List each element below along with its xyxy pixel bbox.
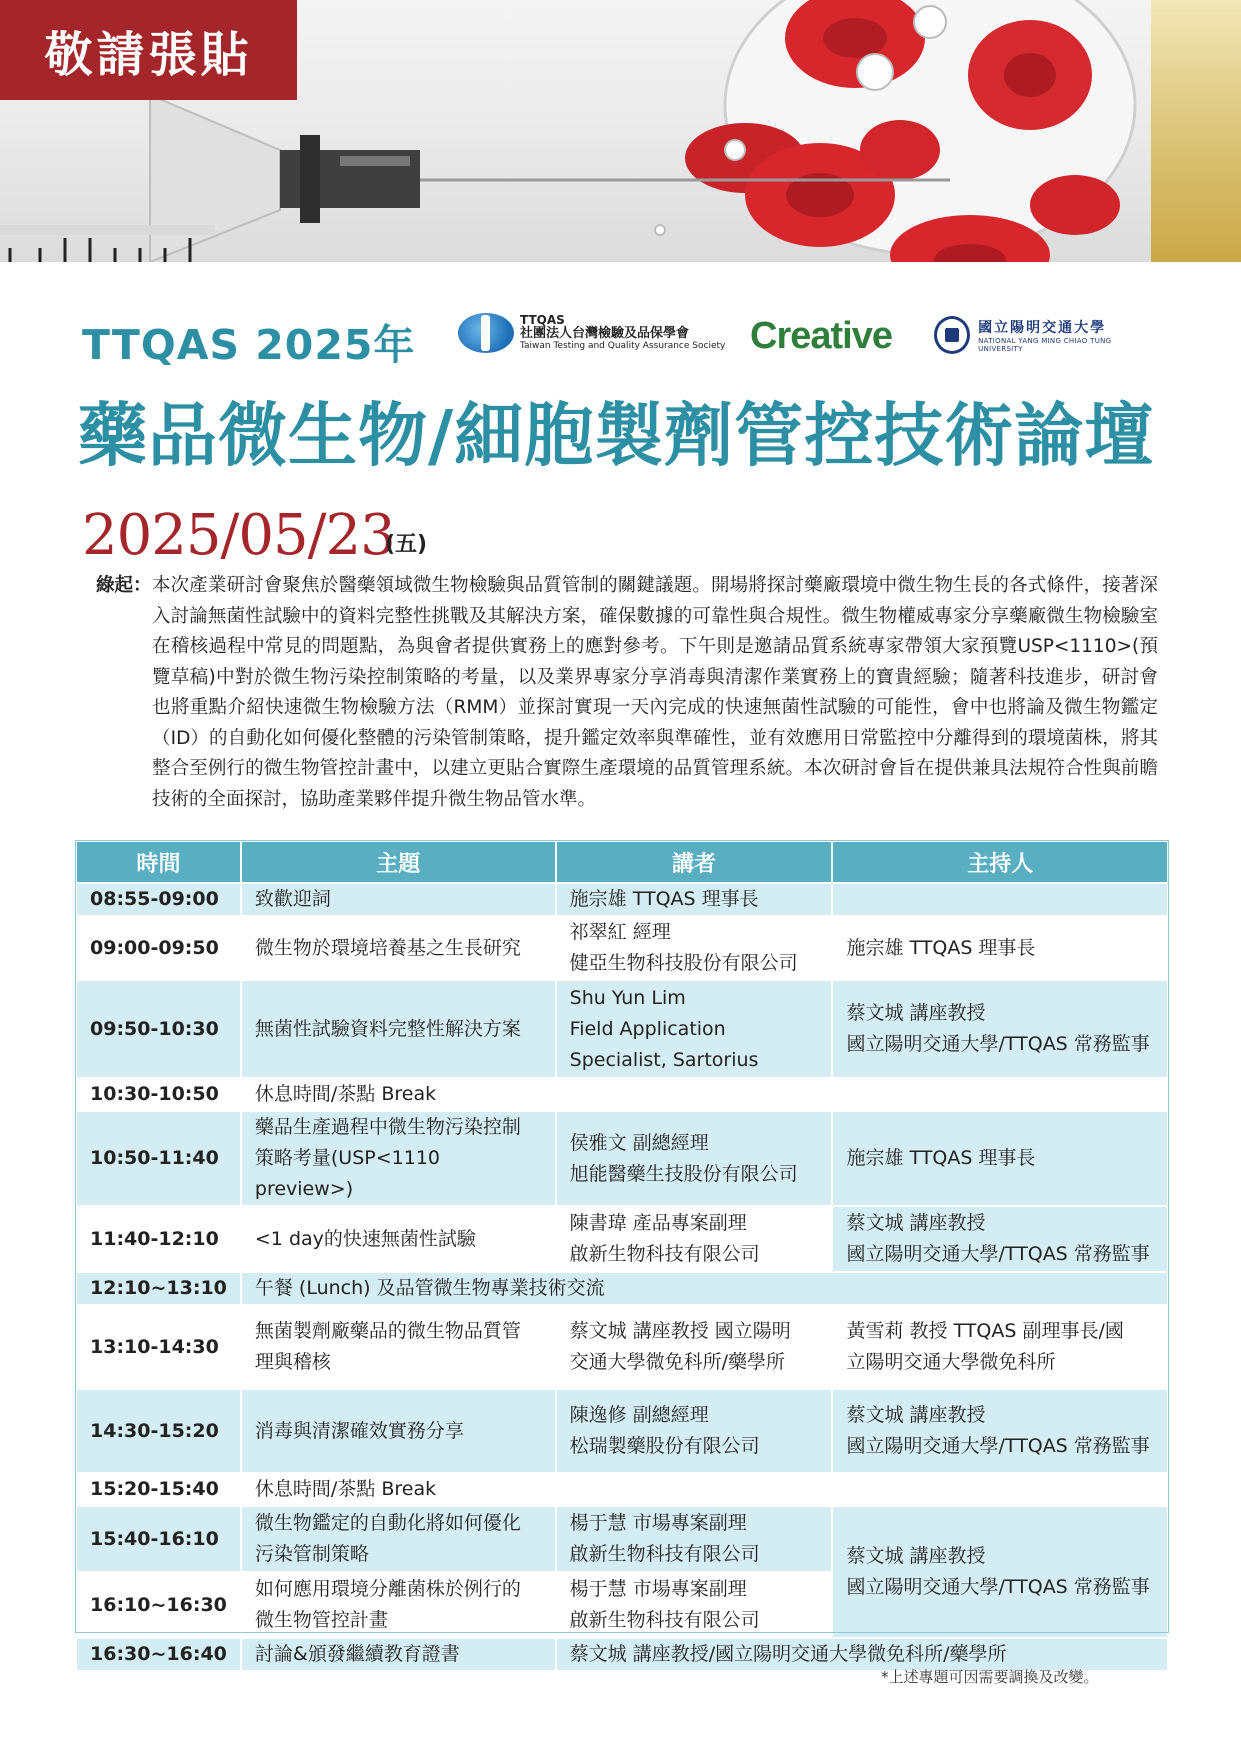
session-host: 施宗雄 TTQAS 理事長 xyxy=(832,1111,1168,1206)
session-topic xyxy=(241,1572,556,1638)
session-topic xyxy=(241,1111,556,1206)
host-line: 黃雪莉 教授 TTQAS 副理事長/國 xyxy=(846,1320,1124,1342)
session-speaker xyxy=(556,1506,833,1572)
topic-line: 微生物管控計畫 xyxy=(254,1609,388,1631)
speaker-line: 蔡文城 講座教授 國立陽明 xyxy=(569,1320,791,1342)
speaker-affiliation: 啟新生物科技有限公司 xyxy=(569,1543,760,1565)
col-header-topic: 主題 xyxy=(241,841,556,883)
speaker-name: 楊于慧 市場專案副理 xyxy=(569,1578,747,1600)
host-name: 蔡文城 講座教授 xyxy=(846,1404,986,1426)
speaker-affiliation: 旭能醫藥生技股份有限公司 xyxy=(569,1162,798,1185)
ttqas-mark-icon xyxy=(458,313,514,353)
ttqas-name-en: Taiwan Testing and Quality Assurance Society xyxy=(520,340,726,351)
session-topic: 討論&頒發繼續教育證書 xyxy=(241,1638,556,1671)
table-header-row xyxy=(76,841,1168,883)
session-host xyxy=(832,980,1168,1078)
host-line: 立陽明交通大學微免科所 xyxy=(846,1351,1056,1373)
host-affiliation: 國立陽明交通大學/TTQAS 常務監事 xyxy=(846,1033,1150,1055)
table-row xyxy=(76,1305,1168,1389)
session-time: 09:00-09:50 xyxy=(76,916,241,980)
table-row xyxy=(76,1506,1168,1572)
speaker-affiliation: 松瑞製藥股份有限公司 xyxy=(569,1435,760,1457)
session-topic xyxy=(241,1506,556,1572)
session-time: 16:10~16:30 xyxy=(76,1572,241,1638)
topic-line: 理與稽核 xyxy=(254,1351,331,1373)
creative-logo: Creative xyxy=(750,315,892,357)
table-row xyxy=(76,1206,1168,1272)
session-topic: 微生物於環境培養基之生長研究 xyxy=(241,916,556,980)
session-topic: 無菌性試驗資料完整性解決方案 xyxy=(241,980,556,1078)
speaker-name: 楊于慧 市場專案副理 xyxy=(569,1512,747,1534)
session-time: 15:20-15:40 xyxy=(76,1473,241,1506)
session-host xyxy=(832,1305,1168,1389)
session-host xyxy=(832,1506,1168,1638)
topic-line: 無菌製劑廠藥品的微生物品質管 xyxy=(254,1320,521,1342)
speaker-name: 陳逸修 副總經理 xyxy=(569,1404,709,1426)
summary-text: 本次產業研討會聚焦於醫藥領域微生物檢驗與品質管制的關鍵議題。開場將探討藥廠環境中微生物生長的各式條件，接著深入討論無菌性試驗中的資料完整性挑戰及其解決方案，確保數據的可靠性與合規性。微生物權威專家分享藥廠微生物檢驗室在稽核過程中常見的問題點，為與會者提供實務上的應對參考。下午則是邀請品質系統專家帶領大家預覽USP<1110>(預覽草稿)中對於微生物污染控制策略的考量，以及業界專家分享消毒與清潔作業實務上的寶貴經驗；隨著科技進步，研討會也將重點介紹快速微生物檢驗方法（RMM）並探討實現一天內完成的快速無菌性試驗的可能性，會中也將論及微生物鑑定（ID）的自動化如何優化整體的污染管制策略，提升鑑定效率與準確性，並有效應用日常監控中分離得到的環境菌株，將其整合至例行的微生物管控計畫中，以建立更貼合實際生產環境的品質管理系統。本次研討會旨在提供兼具法規符合性與前瞻技術的全面探討，協助產業夥伴提升微生物品管水準。 xyxy=(152,575,1158,810)
speaker-affiliation: 啟新生物科技有限公司 xyxy=(569,1609,760,1631)
post-notice-tag: 敬請張貼 xyxy=(0,0,297,100)
session-topic: <1 day的快速無菌性試驗 xyxy=(241,1206,556,1272)
host-affiliation: 國立陽明交通大學/TTQAS 常務監事 xyxy=(846,1435,1150,1457)
session-time: 12:10~13:10 xyxy=(76,1272,241,1305)
session-speaker xyxy=(556,916,833,980)
table-row xyxy=(76,1111,1168,1206)
session-time: 11:40-12:10 xyxy=(76,1206,241,1272)
speaker-name: 祁翠紅 經理 xyxy=(569,921,671,943)
table-row xyxy=(76,1272,1168,1305)
session-speaker xyxy=(556,1206,833,1272)
topic-line: 策略考量(USP<1110 preview>) xyxy=(254,1147,441,1200)
session-speaker: 施宗雄 TTQAS 理事長 xyxy=(556,883,833,916)
topic-line: 藥品生產過程中微生物污染控制 xyxy=(254,1116,521,1138)
session-time: 16:30~16:40 xyxy=(76,1638,241,1671)
session-topic: 致歡迎詞 xyxy=(241,883,556,916)
session-speaker xyxy=(556,1389,833,1473)
speaker-affiliation: Specialist, Sartorius xyxy=(569,1048,759,1071)
header-banner xyxy=(0,0,1241,262)
session-speaker xyxy=(556,980,833,1078)
host-name: 蔡文城 講座教授 xyxy=(846,1545,986,1567)
speaker-title: Field Application xyxy=(569,1017,726,1040)
event-date: 2025/05/23 xyxy=(82,503,395,568)
session-topic: 午餐 (Lunch) 及品管微生物專業技術交流 xyxy=(241,1272,1168,1305)
speaker-name: 侯雅文 副總經理 xyxy=(569,1131,709,1154)
table-row xyxy=(76,1078,1168,1111)
event-subheading: TTQAS 2025年 xyxy=(82,321,416,369)
table-row xyxy=(76,883,1168,916)
nycu-logo xyxy=(934,316,1148,354)
nycu-seal-icon xyxy=(934,316,970,354)
col-header-time: 時間 xyxy=(76,841,241,883)
session-topic: 休息時間/茶點 Break xyxy=(241,1473,1168,1506)
syringe xyxy=(0,95,420,262)
session-time: 10:30-10:50 xyxy=(76,1078,241,1111)
session-host: 施宗雄 TTQAS 理事長 xyxy=(832,916,1168,980)
col-header-speaker: 講者 xyxy=(556,841,833,883)
session-time: 09:50-10:30 xyxy=(76,980,241,1078)
topic-line: 如何應用環境分離菌株於例行的 xyxy=(254,1578,521,1600)
table-row xyxy=(76,1473,1168,1506)
event-title: 藥品微生物/細胞製劑管控技術論壇 xyxy=(78,396,1155,476)
speaker-affiliation: 健亞生物科技股份有限公司 xyxy=(569,952,798,974)
col-header-host: 主持人 xyxy=(832,841,1168,883)
session-time: 14:30-15:20 xyxy=(76,1389,241,1473)
speaker-affiliation: 啟新生物科技有限公司 xyxy=(569,1243,760,1265)
session-time: 10:50-11:40 xyxy=(76,1111,241,1206)
session-time: 13:10-14:30 xyxy=(76,1305,241,1389)
topic-line: 污染管制策略 xyxy=(254,1543,369,1565)
session-time: 15:40-16:10 xyxy=(76,1506,241,1572)
schedule-table xyxy=(75,840,1169,1672)
organizer-logos xyxy=(458,313,1148,361)
session-topic: 消毒與清潔確效實務分享 xyxy=(241,1389,556,1473)
host-affiliation: 國立陽明交通大學/TTQAS 常務監事 xyxy=(846,1243,1150,1265)
speaker-name: Shu Yun Lim xyxy=(569,986,686,1009)
session-speaker xyxy=(556,1572,833,1638)
nycu-name-en: NATIONAL YANG MING CHIAO TUNG UNIVERSITY xyxy=(978,337,1112,353)
table-row xyxy=(76,1389,1168,1473)
host-name: 蔡文城 講座教授 xyxy=(846,1212,986,1234)
table-row xyxy=(76,980,1168,1078)
summary-label: 綠起： xyxy=(96,575,152,596)
session-host xyxy=(832,1206,1168,1272)
speaker-name: 陳書瑋 產品專案副理 xyxy=(569,1212,747,1234)
ttqas-name-zh: 社團法人台灣檢驗及品保學會 xyxy=(520,325,690,341)
nycu-name-zh: 國立陽明交通大學 xyxy=(978,320,1107,336)
summary-section xyxy=(96,571,1158,815)
table-row xyxy=(76,916,1168,980)
session-host xyxy=(832,883,1168,916)
ttqas-abbr: TTQAS xyxy=(520,312,565,327)
footnote: *上述專題可因需要調換及改變。 xyxy=(881,1668,1099,1686)
session-speaker: 蔡文城 講座教授/國立陽明交通大學微免科所/藥學所 xyxy=(556,1638,1168,1671)
speaker-line: 交通大學微免科所/藥學所 xyxy=(569,1351,786,1373)
session-time: 08:55-09:00 xyxy=(76,883,241,916)
session-topic: 休息時間/茶點 Break xyxy=(241,1078,1168,1111)
topic-line: 微生物鑑定的自動化將如何優化 xyxy=(254,1512,521,1534)
session-host xyxy=(832,1389,1168,1473)
event-weekday: (五) xyxy=(385,532,428,557)
session-topic xyxy=(241,1305,556,1389)
session-speaker xyxy=(556,1111,833,1206)
session-speaker xyxy=(556,1305,833,1389)
ttqas-logo xyxy=(458,313,725,353)
host-affiliation: 國立陽明交通大學/TTQAS 常務監事 xyxy=(846,1576,1150,1598)
host-name: 蔡文城 講座教授 xyxy=(846,1002,986,1024)
